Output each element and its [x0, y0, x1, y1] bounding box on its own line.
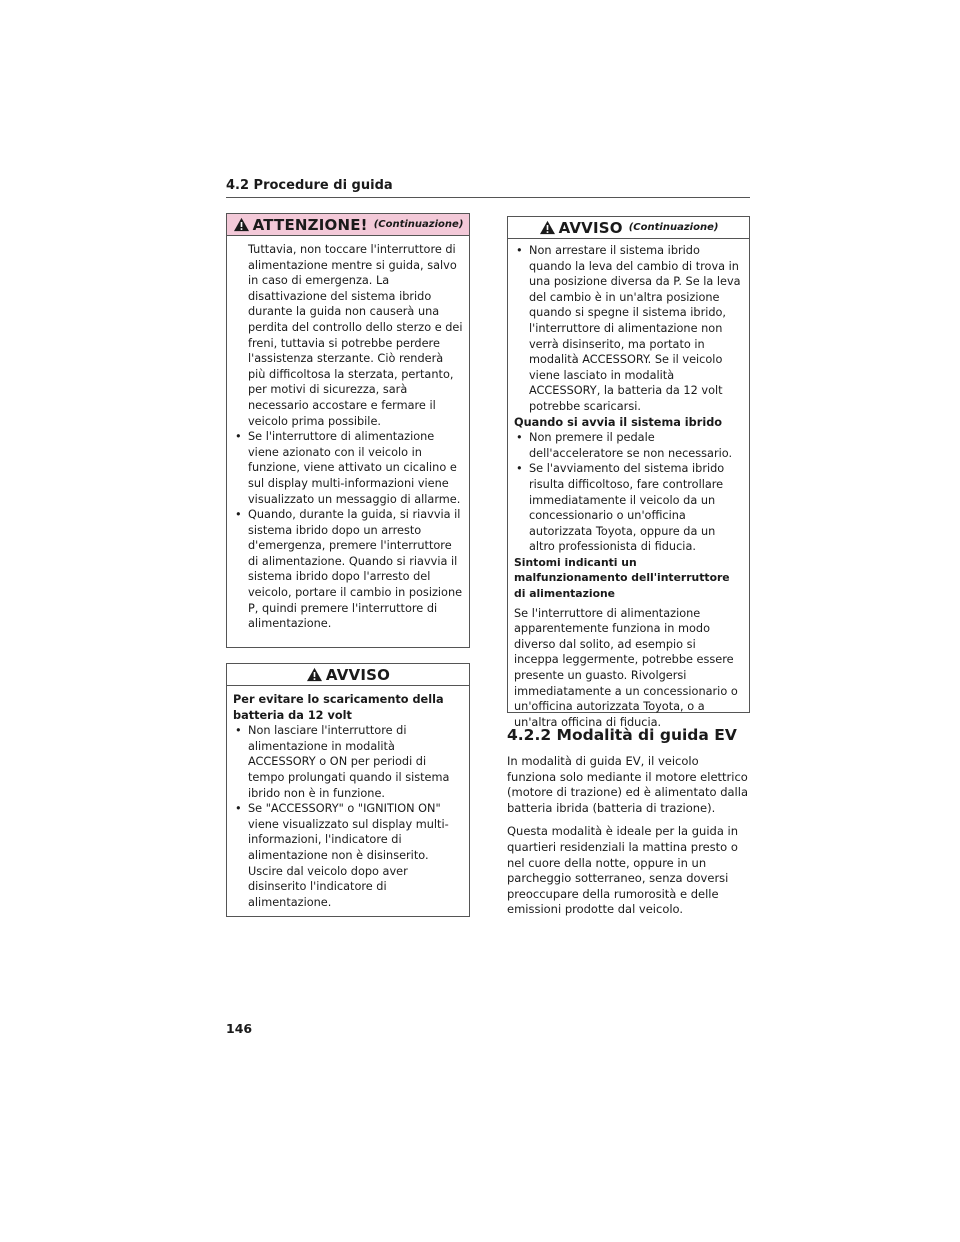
warning-box-header — [227, 214, 469, 236]
subheading: Per evitare lo scaricamento della batteria da 12 volt — [233, 693, 444, 722]
section-header: 4.2 Procedure di guida — [226, 178, 750, 198]
paragraph: Se l'interruttore di alimentazione apparentemente funziona in modo diverso dal solito, ad esempio si inceppa leggermente, potrebbe essere presente un guasto. Rivolgersi immediatamente a un concessionario o un'officina autorizzata Toyota, o a un'altra officina di fiducia. — [514, 606, 738, 729]
bullet-item: • Quando, durante la guida, si riavvia il sistema ibrido dopo un arresto d'emergenza, premere l'interruttore di alimentazione. Quando si riavvia il sistema ibrido dopo l'arresto del veicolo, portare il cambio in posizione P, quindi premere l'interruttore di alimentazione. — [233, 507, 463, 632]
section-body — [507, 754, 750, 918]
notice-box-body — [227, 686, 469, 918]
notice-title: AVVISO — [558, 218, 623, 237]
subheading: Quando si avvia il sistema ibrido — [514, 415, 723, 429]
continuation-label: (Continuazione) — [628, 222, 719, 233]
notice-title: AVVISO — [325, 665, 391, 684]
notice-box-avviso-continued — [507, 216, 750, 729]
bullet-item: • Se "ACCESSORY" o "IGNITION ON" viene visualizzato sul display multi-informazioni, l'indicatore di alimentazione non è disinserito. Uscire dal veicolo dopo aver disinserito l'indicatore di alimentazione. — [233, 801, 463, 910]
paragraph: In modalità di guida EV, il veicolo funziona solo mediante il motore elettrico (motore di trazione) ed è alimentato dalla batteria ibrida (batteria di trazione). — [507, 754, 748, 815]
bullet-item: • Non lasciare l'interruttore di alimentazione in modalità ACCESSORY o ON per periodi di tempo prolungati quando il sistema ibrido non è in funzione. — [233, 723, 463, 801]
bullet-item: • Se l'interruttore di alimentazione viene azionato con il veicolo in funzione, viene attivato un cicalino e sul display multi-informazioni viene visualizzato un messaggio di allarme. — [233, 429, 463, 507]
paragraph: Questa modalità è ideale per la guida in quartieri residenziali la mattina presto o nel cuore della notte, oppure in un parcheggio sotterraneo, senza doversi preoccupare della rumorosità e delle emissioni prodotte dal veicolo. — [507, 824, 739, 917]
warning-triangle-icon — [233, 217, 250, 232]
subheading: Sintomi indicanti un malfunzionamento dell'interruttore di alimentazione — [514, 555, 730, 601]
warning-box-attenzione — [226, 213, 470, 648]
warning-triangle-icon — [539, 220, 556, 235]
warning-title: ATTENZIONE! — [252, 215, 368, 234]
bullet-item: • Se l'avviamento del sistema ibrido risulta difficoltoso, fare controllare immediatamente il veicolo da un concessionario o un'officina autorizzata Toyota, oppure da un altro professionista di fiducia. — [514, 461, 743, 555]
warning-box-body — [227, 236, 469, 640]
notice-box-avviso — [226, 663, 470, 917]
warning-triangle-icon — [306, 667, 323, 682]
paragraph: Tuttavia, non toccare l'interruttore di alimentazione mentre si guida, salvo in caso di emergenza. La disattivazione del sistema ibrido durante la guida non causerà una perdita del controllo dello sterzo e dei freni, tuttavia si potrebbe perdere l'assistenza sterzante. Ciò renderà più difficoltosa la sterzata, pertanto, per motivi di sicurezza, sarà necessario accostare e fermare il veicolo prima possibile. — [248, 243, 463, 428]
notice-box-header — [227, 664, 469, 686]
notice-box-header — [508, 217, 749, 239]
bullet-item: • Non arrestare il sistema ibrido quando la leva del cambio di trova in una posizione diversa da P. Se la leva del cambio è in un'altra posizione quando si spegne il sistema ibrido, l'interruttore di alimentazione non verrà disinserito, ma portato in modalità ACCESSORY. Se il veicolo viene lasciato in modalità ACCESSORY, la batteria da 12 volt potrebbe scaricarsi. — [514, 243, 743, 415]
notice-box-body — [508, 239, 749, 738]
section-title: 4.2.2 Modalità di guida EV — [507, 726, 737, 744]
page-number: 146 — [226, 1021, 253, 1036]
bullet-item: • Non premere il pedale dell'acceleratore se non necessario. — [514, 430, 743, 461]
continuation-label: (Continuazione) — [373, 219, 464, 230]
